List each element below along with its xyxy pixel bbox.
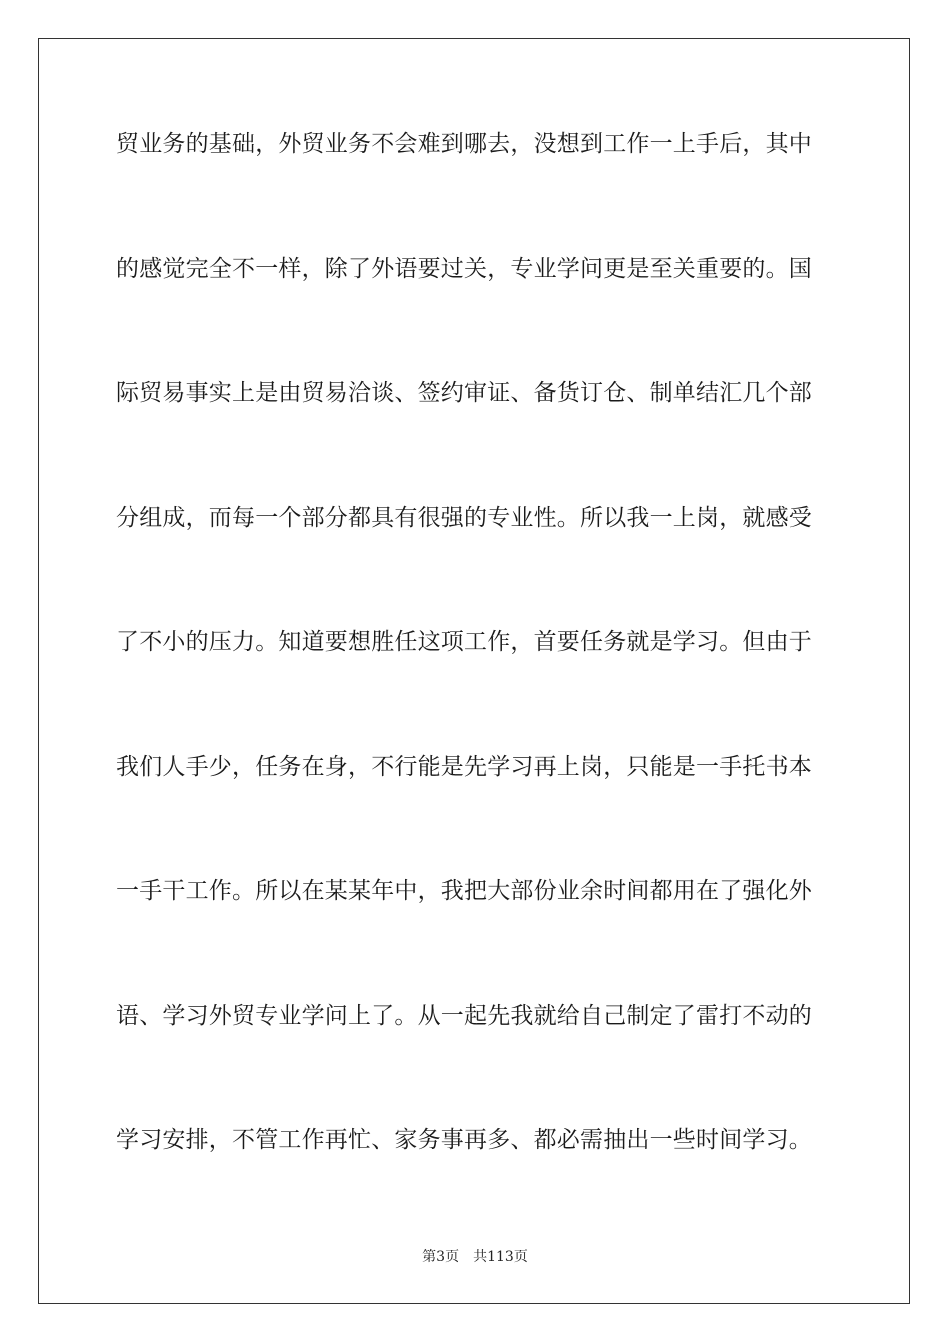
- document-body: [116, 126, 832, 1247]
- current-page-number: 第3页: [422, 1249, 460, 1265]
- total-page-count: 共113页: [473, 1249, 528, 1265]
- text-line: 语、学习外贸专业学问上了。从一起先我就给自己制定了雷打不动的: [116, 1002, 812, 1029]
- text-line: 了不小的压力。知道要想胜任这项工作，首要任务就是学习。但由于: [116, 629, 812, 655]
- text-line: 学习安排，不管工作再忙、家务事再多、都必需抽出一些时间学习。: [116, 1127, 812, 1153]
- text-line: 分组成，而每一个部分都具有很强的专业性。所以我一上岗，就感受: [116, 504, 812, 531]
- text-line: 际贸易事实上是由贸易洽谈、签约审证、备货订仓、制单结汇几个部: [116, 380, 812, 406]
- page-footer: [0, 1246, 950, 1266]
- text-line: 贸业务的基础，外贸业务不会难到哪去，没想到工作一上手后，其中: [116, 131, 812, 157]
- text-line: 我们人手少，任务在身，不行能是先学习再上岗，只能是一手托书本: [116, 753, 812, 780]
- text-line: 一手干工作。所以在某某年中，我把大部份业余时间都用在了强化外: [116, 878, 812, 904]
- text-line: 的感觉完全不一样，除了外语要过关，专业学问更是至关重要的。国: [116, 255, 812, 282]
